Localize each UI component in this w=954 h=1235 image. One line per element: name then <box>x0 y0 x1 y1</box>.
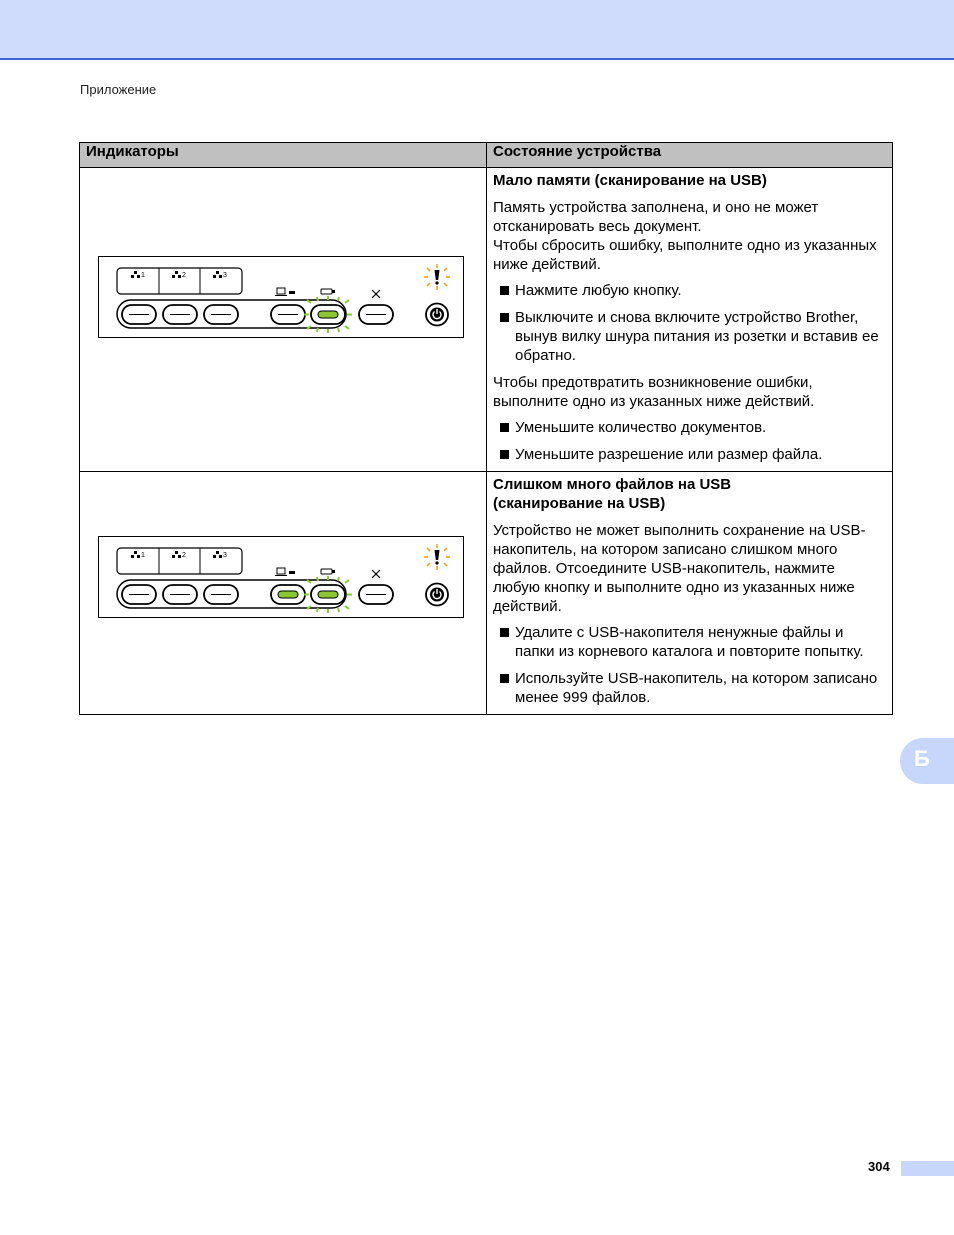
status-cell <box>487 472 893 715</box>
error-led-icon <box>424 264 450 290</box>
indicator-cell <box>80 168 487 472</box>
control-panel-illustration <box>98 536 464 618</box>
chapter-tab-letter: Б <box>914 746 930 771</box>
list-item: Уменьшите количество документов. <box>493 418 886 437</box>
status-title: Мало памяти (сканирование на USB) <box>493 172 767 189</box>
action-list <box>493 281 886 365</box>
scan-to-pc-led <box>278 591 298 598</box>
panel-svg <box>99 257 465 339</box>
table-header-row <box>80 143 893 168</box>
scan-to-usb-led <box>318 591 338 598</box>
status-text: Память устройства заполнена, и оно не может отсканировать весь документ. Чтобы сбросить ошибку, выполните одно из указанных ниже действий. <box>493 199 877 273</box>
control-panel-illustration <box>98 256 464 338</box>
list-item: Нажмите любую кнопку. <box>493 281 886 300</box>
page-number: 304 <box>868 1159 890 1174</box>
shortcut-2-label: 2 <box>182 272 186 279</box>
list-item: Используйте USB-накопитель, на котором записано менее 999 файлов. <box>493 669 886 707</box>
scan-to-pc-icon <box>275 568 295 576</box>
scan-to-usb-icon <box>321 289 335 294</box>
header-status: Состояние устройства <box>487 143 893 168</box>
status-cell <box>487 168 893 472</box>
page-number-bar <box>901 1161 954 1176</box>
status-title: Слишком много файлов на USB (сканирование на USB) <box>493 476 732 512</box>
stop-icon <box>372 290 380 298</box>
chapter-tab <box>900 738 954 784</box>
scan-to-pc-icon <box>275 288 295 296</box>
list-item: Удалите с USB-накопителя ненужные файлы и папки из корневого каталога и повторите попытку. <box>493 623 886 661</box>
action-list <box>493 623 886 707</box>
section-title: Приложение <box>80 82 157 97</box>
scan-to-usb-led <box>318 311 338 318</box>
shortcut-1-label: 1 <box>141 272 145 279</box>
error-led-icon <box>424 544 450 570</box>
header-indicators: Индикаторы <box>80 143 487 168</box>
list-item: Уменьшите разрешение или размер файла. <box>493 445 886 464</box>
shortcut-2-label: 2 <box>182 552 186 559</box>
action-list <box>493 418 886 464</box>
list-item: Выключите и снова включите устройство Brother, вынув вилку шнура питания из розетки и вставив ее обратно. <box>493 308 886 365</box>
stop-icon <box>372 570 380 578</box>
indicator-cell <box>80 472 487 715</box>
shortcut-1-label: 1 <box>141 552 145 559</box>
shortcut-buttons <box>122 585 238 604</box>
shortcut-3-label: 3 <box>223 272 227 279</box>
shortcut-buttons <box>122 305 238 324</box>
status-text: Устройство не может выполнить сохранение на USB-накопитель, на котором записано слишком много файлов. Отсоедините USB-накопитель, нажмите любую кнопку и выполните одно из указанных ниже действий. <box>493 522 866 615</box>
table-row <box>80 472 893 715</box>
table-row <box>80 168 893 472</box>
status-text: Чтобы предотвратить возникновение ошибки, выполните одно из указанных ниже действий. <box>493 374 815 410</box>
shortcut-3-label: 3 <box>223 552 227 559</box>
status-table <box>79 142 893 715</box>
scan-to-usb-icon <box>321 569 335 574</box>
panel-svg <box>99 537 465 619</box>
header-band <box>0 0 954 60</box>
